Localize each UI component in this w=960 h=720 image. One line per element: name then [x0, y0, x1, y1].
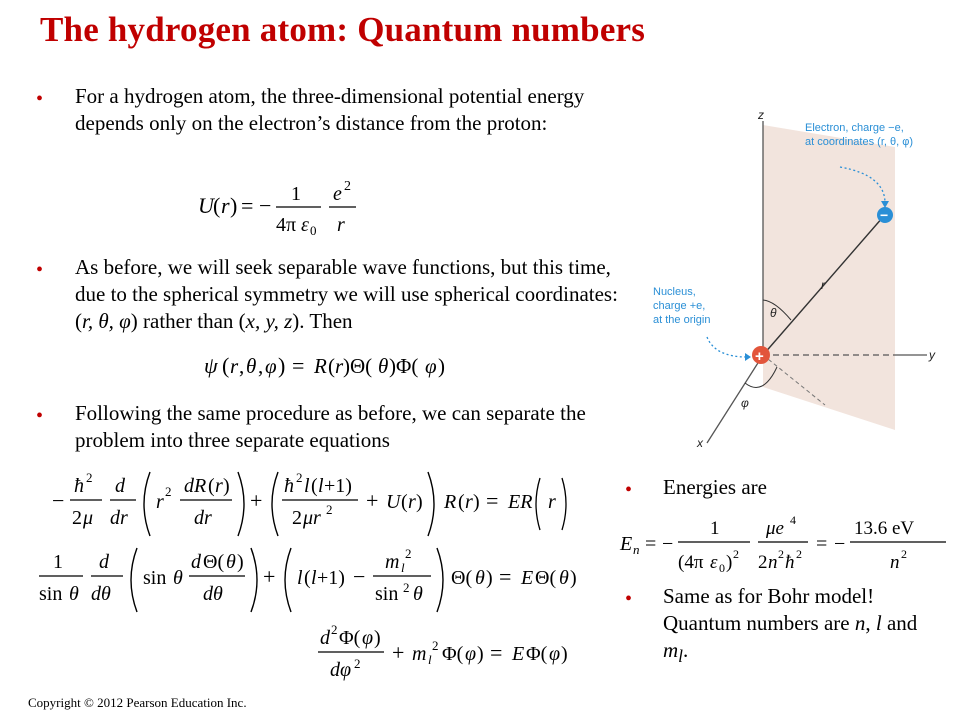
theta-label: θ	[770, 306, 777, 320]
svg-text:θ: θ	[69, 583, 79, 605]
svg-text:13.6 eV: 13.6 eV	[854, 518, 915, 539]
shaded-plane	[763, 125, 895, 430]
coords-spherical: r, θ, φ	[82, 309, 131, 333]
svg-text:dφ: dφ	[330, 659, 352, 681]
svg-text:2: 2	[296, 470, 303, 485]
svg-text:2: 2	[326, 502, 333, 517]
svg-text:+: +	[392, 640, 405, 665]
svg-text:−: −	[662, 533, 674, 555]
svg-text:2: 2	[796, 547, 802, 561]
svg-text:=: =	[292, 353, 305, 378]
svg-text:2: 2	[758, 552, 768, 573]
svg-text:r: r	[221, 193, 230, 218]
svg-text:θ: θ	[559, 567, 569, 589]
copyright-notice: Copyright © 2012 Pearson Education Inc.	[28, 695, 247, 710]
bullet-marker: •	[36, 259, 44, 281]
svg-text:μr: μr	[303, 507, 321, 529]
svg-text:φ: φ	[425, 354, 437, 378]
bullet-marker: •	[36, 405, 44, 427]
svg-text:dr: dr	[194, 507, 212, 529]
svg-text:d: d	[320, 627, 330, 649]
phi-equation	[314, 620, 584, 693]
svg-text:2: 2	[344, 179, 351, 194]
svg-text:): )	[278, 353, 286, 378]
svg-text:=: =	[241, 193, 254, 218]
svg-text:2: 2	[405, 546, 412, 561]
svg-text:l: l	[401, 560, 405, 575]
svg-text:E: E	[620, 533, 633, 555]
svg-text:n: n	[633, 542, 640, 557]
svg-text:E: E	[521, 567, 534, 589]
bullet-text-part: .	[683, 638, 689, 662]
bullet-text-part: Same as for Bohr model! Quantum numbers are	[663, 584, 875, 635]
svg-text:+: +	[250, 488, 263, 513]
svg-text:0: 0	[310, 223, 317, 238]
svg-text:dr: dr	[110, 507, 128, 529]
radial-equation	[52, 464, 592, 549]
svg-text:4: 4	[790, 513, 796, 527]
svg-text:Θ(: Θ(	[535, 567, 557, 589]
svg-text:(: (	[304, 567, 311, 589]
svg-text:=: =	[490, 640, 503, 665]
svg-text:l: l	[311, 567, 317, 589]
svg-text:=: =	[816, 533, 828, 555]
svg-text:θ: θ	[475, 567, 485, 589]
svg-text:): )	[230, 193, 238, 218]
svg-text:sin: sin	[39, 583, 63, 605]
nucleus-pointer	[707, 337, 747, 357]
svg-text:−: −	[52, 488, 65, 513]
svg-text:(: (	[222, 353, 230, 378]
svg-text:d: d	[99, 551, 109, 573]
x-axis	[707, 355, 763, 443]
svg-text:m: m	[412, 643, 427, 665]
page-title: The hydrogen atom: Quantum numbers	[40, 10, 646, 49]
svg-text:(4π: (4π	[678, 552, 704, 573]
svg-text:n: n	[890, 552, 900, 573]
bullet-text-part: ) rather than (	[130, 309, 246, 333]
svg-text:+1): +1)	[317, 567, 345, 589]
svg-text:2: 2	[72, 507, 82, 529]
svg-text:ε: ε	[710, 552, 718, 573]
bullet-text-part: ). Then	[292, 309, 353, 333]
svg-text:l: l	[428, 652, 432, 667]
svg-text:(: (	[311, 475, 318, 497]
svg-text:θ: θ	[226, 551, 236, 573]
bullet-energies: Energies are	[663, 475, 767, 499]
y-axis-label: y	[929, 348, 935, 362]
svg-text:1: 1	[291, 183, 301, 205]
electron-sign: −	[880, 207, 889, 223]
svg-text:φ: φ	[362, 627, 374, 649]
svg-text:2: 2	[331, 622, 338, 637]
svg-text:φ: φ	[549, 643, 561, 665]
svg-text:)Θ(: )Θ(	[343, 354, 373, 378]
spherical-coordinates-figure	[645, 105, 945, 465]
svg-text:sin: sin	[375, 583, 399, 605]
theta-equation	[35, 540, 595, 625]
svg-text:2: 2	[292, 507, 302, 529]
svg-text:2: 2	[432, 638, 439, 653]
svg-text:): )	[374, 627, 381, 649]
nucleus-label-line3: at the origin	[653, 314, 711, 326]
bullet-text-part: ,	[865, 611, 876, 635]
svg-text:l: l	[318, 475, 324, 497]
svg-text:e: e	[333, 183, 342, 205]
svg-text:+: +	[263, 564, 276, 589]
x-axis-label: x	[697, 436, 703, 450]
svg-text:r: r	[156, 491, 164, 513]
svg-text:−: −	[259, 193, 272, 218]
svg-text:R: R	[444, 491, 457, 513]
electron-label-line2: at coordinates (r, θ, φ)	[805, 136, 914, 148]
svg-text:2: 2	[901, 547, 907, 561]
svg-text:−: −	[353, 564, 366, 589]
svg-text:U: U	[386, 491, 401, 513]
svg-text:r: r	[408, 491, 416, 513]
svg-text:Φ(: Φ(	[526, 643, 548, 665]
svg-text:+1): +1)	[324, 475, 352, 497]
svg-text:): )	[486, 567, 493, 589]
svg-text:−: −	[834, 533, 846, 555]
svg-text:θ: θ	[378, 354, 389, 378]
svg-text:4π: 4π	[276, 214, 297, 236]
svg-text:μ: μ	[83, 507, 94, 529]
svg-text:=: =	[499, 564, 512, 589]
z-axis-label: z	[758, 108, 764, 122]
svg-text:): )	[477, 643, 484, 665]
svg-text:=: =	[486, 488, 499, 513]
svg-text:,: ,	[258, 354, 264, 378]
svg-text:,: ,	[239, 354, 245, 378]
svg-text:r: r	[548, 491, 556, 513]
bullet-separate-equations: Following the same procedure as before, we can separate the problem into three separate equations	[75, 401, 586, 452]
svg-text:+: +	[366, 488, 379, 513]
svg-text:)Φ(: )Φ(	[389, 354, 419, 378]
r-label: r	[821, 278, 825, 292]
bullet-marker: •	[625, 479, 633, 501]
nucleus-label-line2: charge +e,	[653, 300, 706, 312]
svg-text:(: (	[401, 491, 408, 513]
nucleus-pointer-head	[745, 353, 751, 361]
svg-text:ħ: ħ	[284, 475, 294, 497]
svg-text:n: n	[768, 552, 778, 573]
svg-text:U: U	[198, 193, 214, 218]
bullet-marker: •	[625, 588, 633, 610]
coords-cartesian: x, y, z	[245, 309, 293, 333]
svg-text:θ: θ	[173, 567, 183, 589]
quantum-number-m-subscript: l	[678, 646, 684, 667]
svg-text:Θ(: Θ(	[203, 551, 225, 573]
svg-text:): )	[473, 491, 480, 513]
svg-text:Φ(: Φ(	[339, 627, 361, 649]
quantum-number-l: l	[875, 611, 882, 635]
svg-text:(: (	[458, 491, 465, 513]
svg-text:Φ(: Φ(	[442, 643, 464, 665]
svg-text:(: (	[208, 475, 215, 497]
svg-text:ħ: ħ	[74, 475, 84, 497]
potential-equation	[196, 175, 376, 250]
bullet-potential-energy: For a hydrogen atom, the three-dimensional potential energy depends only on the electron’s distance from the proton:	[75, 84, 585, 135]
svg-text:): )	[561, 643, 568, 665]
bullet-text-part: As before, we will seek separable wave functions, but this time, due to the spherical symmetry we will use spherical coordinates: (	[75, 255, 618, 333]
svg-text:φ: φ	[265, 354, 277, 378]
bullet-text-part: and	[881, 611, 918, 635]
svg-text:r: r	[215, 475, 223, 497]
svg-text:ER: ER	[508, 491, 533, 513]
svg-text:Θ(: Θ(	[451, 567, 473, 589]
svg-text:2: 2	[778, 547, 784, 561]
svg-text:=: =	[645, 533, 657, 555]
electron-label-line1: Electron, charge −e,	[805, 122, 904, 134]
phi-label: φ	[741, 396, 749, 410]
svg-text:sin: sin	[143, 567, 167, 589]
svg-text:ε: ε	[301, 214, 309, 236]
energy-equation	[618, 510, 953, 587]
svg-text:): )	[570, 567, 577, 589]
quantum-number-m: m	[663, 638, 679, 662]
svg-text:): )	[223, 475, 230, 497]
svg-text:): )	[237, 551, 244, 573]
svg-text:): )	[726, 552, 733, 573]
svg-text:): )	[438, 354, 445, 378]
svg-text:0: 0	[719, 561, 725, 575]
bullet-spherical-coordinates	[75, 254, 640, 335]
svg-text:2: 2	[733, 547, 739, 561]
svg-text:μe: μe	[766, 518, 784, 539]
svg-text:2: 2	[354, 656, 361, 671]
svg-text:φ: φ	[465, 643, 477, 665]
svg-text:dθ: dθ	[203, 583, 223, 605]
svg-text:dR: dR	[184, 475, 207, 497]
svg-text:dθ: dθ	[91, 583, 111, 605]
quantum-number-n: n	[854, 611, 866, 635]
svg-text:r: r	[335, 354, 344, 378]
svg-text:θ: θ	[246, 354, 257, 378]
svg-text:): )	[416, 491, 423, 513]
svg-text:1: 1	[710, 518, 720, 539]
svg-text:1: 1	[53, 551, 63, 573]
svg-text:2: 2	[165, 484, 172, 499]
svg-text:d: d	[115, 475, 125, 497]
svg-text:r: r	[230, 354, 239, 378]
svg-text:l: l	[304, 475, 310, 497]
svg-text:(: (	[213, 193, 221, 218]
bullet-quantum-numbers	[663, 583, 933, 670]
svg-text:2: 2	[86, 470, 93, 485]
svg-text:E: E	[512, 643, 525, 665]
svg-text:l: l	[297, 567, 303, 589]
wavefunction-equation	[200, 345, 470, 390]
svg-text:(: (	[328, 354, 335, 378]
svg-text:r: r	[337, 214, 345, 236]
nucleus-sign: +	[755, 348, 764, 365]
svg-text:r: r	[465, 491, 473, 513]
bullet-marker: •	[36, 88, 44, 110]
svg-text:ħ: ħ	[785, 552, 795, 573]
svg-text:d: d	[191, 551, 201, 573]
svg-text:R: R	[314, 354, 327, 378]
svg-text:2: 2	[403, 580, 410, 595]
nucleus-label-line1: Nucleus,	[653, 286, 696, 298]
svg-text:θ: θ	[413, 583, 423, 605]
svg-text:ψ: ψ	[204, 353, 218, 378]
svg-text:m: m	[385, 551, 400, 573]
